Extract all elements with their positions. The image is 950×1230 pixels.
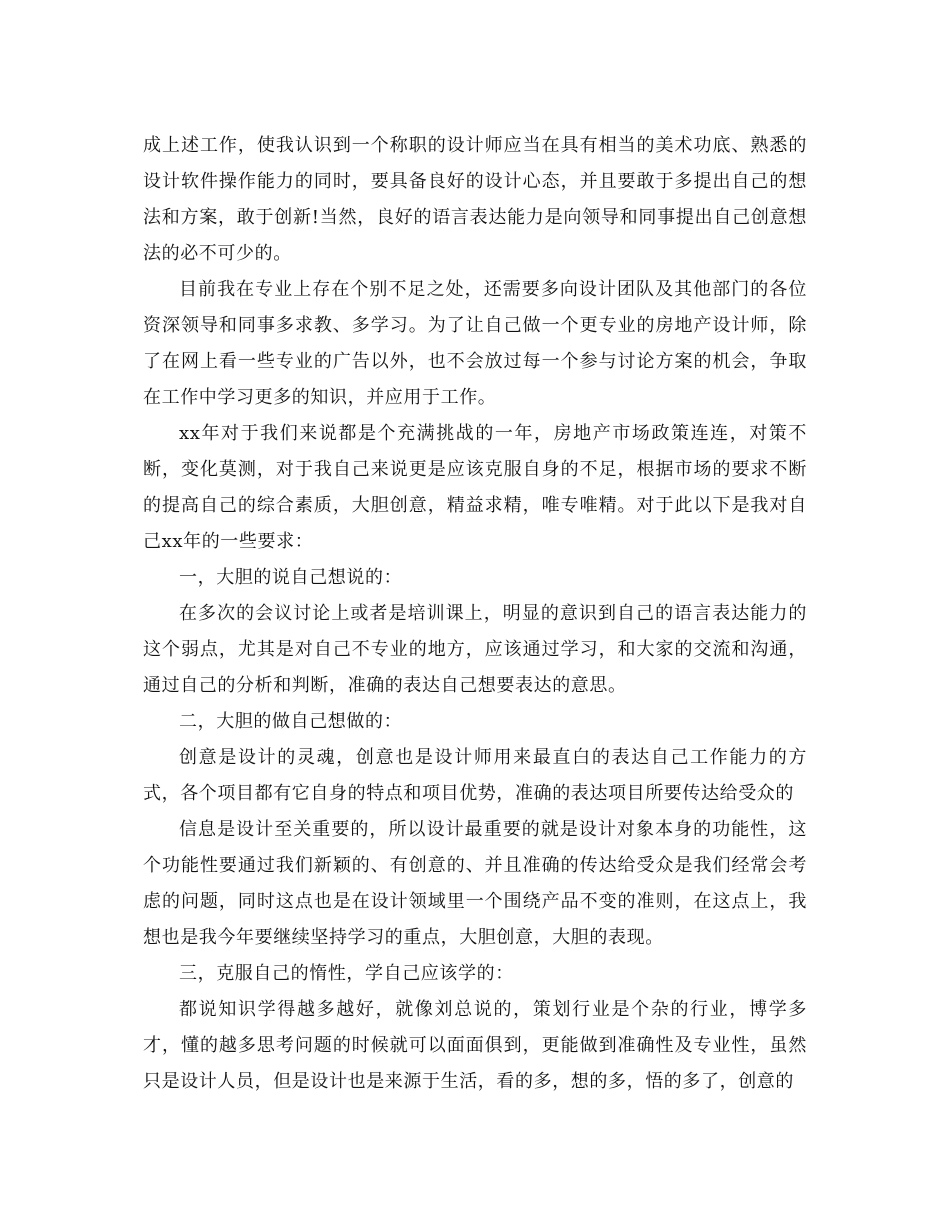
section-heading-3: 三，克服自己的惰性，学自己应该学的： xyxy=(179,963,514,984)
document-body xyxy=(143,128,807,1100)
paragraph-6: 信息是设计至关重要的，所以设计最重要的就是设计对象本身的功能性，这个功能性要通过我们新颖的、有创意的、并且准确的传达给受众是我们经常会考虑的问题，同时这点也是在设计领域里一个围绕产品不变的准则，在这点上，我想也是我今年要继续坚持学习的重点，大胆创意，大胆的表现。 xyxy=(143,819,807,948)
section-heading-2: 二，大胆的做自己想做的： xyxy=(179,711,403,732)
paragraph-3: xx年对于我们来说都是个充满挑战的一年，房地产市场政策连连，对策不断，变化莫测，对于我自己来说更是应该克服自身的不足，根据市场的要求不断的提高自己的综合素质，大胆创意，精益求精，唯专唯精。对于此以下是我对自己xx年的一些要求： xyxy=(143,423,807,552)
paragraph-1: 成上述工作，使我认识到一个称职的设计师应当在具有相当的美术功底、熟悉的设计软件操作能力的同时，要具备良好的设计心态，并且要敢于多提出自己的想法和方案，敢于创新!当然，良好的语言表达能力是向领导和同事提出自己创意想法的必不可少的。 xyxy=(143,135,807,264)
paragraph-7: 都说知识学得越多越好，就像刘总说的，策划行业是个杂的行业，博学多才，懂的越多思考问题的时候就可以面面俱到，更能做到准确性及专业性，虽然只是设计人员，但是设计也是来源于生活，看的多，想的多，悟的多了，创意的 xyxy=(143,999,807,1092)
paragraph-5: 创意是设计的灵魂，创意也是设计师用来最直白的表达自己工作能力的方式，各个项目都有它自身的特点和项目优势，准确的表达项目所要传达给受众的 xyxy=(143,747,807,804)
paragraph-2: 目前我在专业上存在个别不足之处，还需要多向设计团队及其他部门的各位资深领导和同事多求教、多学习。为了让自己做一个更专业的房地产设计师，除了在网上看一些专业的广告以外，也不会放过每一个参与讨论方案的机会，争取在工作中学习更多的知识，并应用于工作。 xyxy=(143,279,807,408)
section-heading-1: 一，大胆的说自己想说的： xyxy=(179,567,403,588)
paragraph-4: 在多次的会议讨论上或者是培训课上，明显的意识到自己的语言表达能力的这个弱点，尤其是对自己不专业的地方，应该通过学习，和大家的交流和沟通，通过自己的分析和判断，准确的表达自己想要表达的意思。 xyxy=(143,603,807,696)
